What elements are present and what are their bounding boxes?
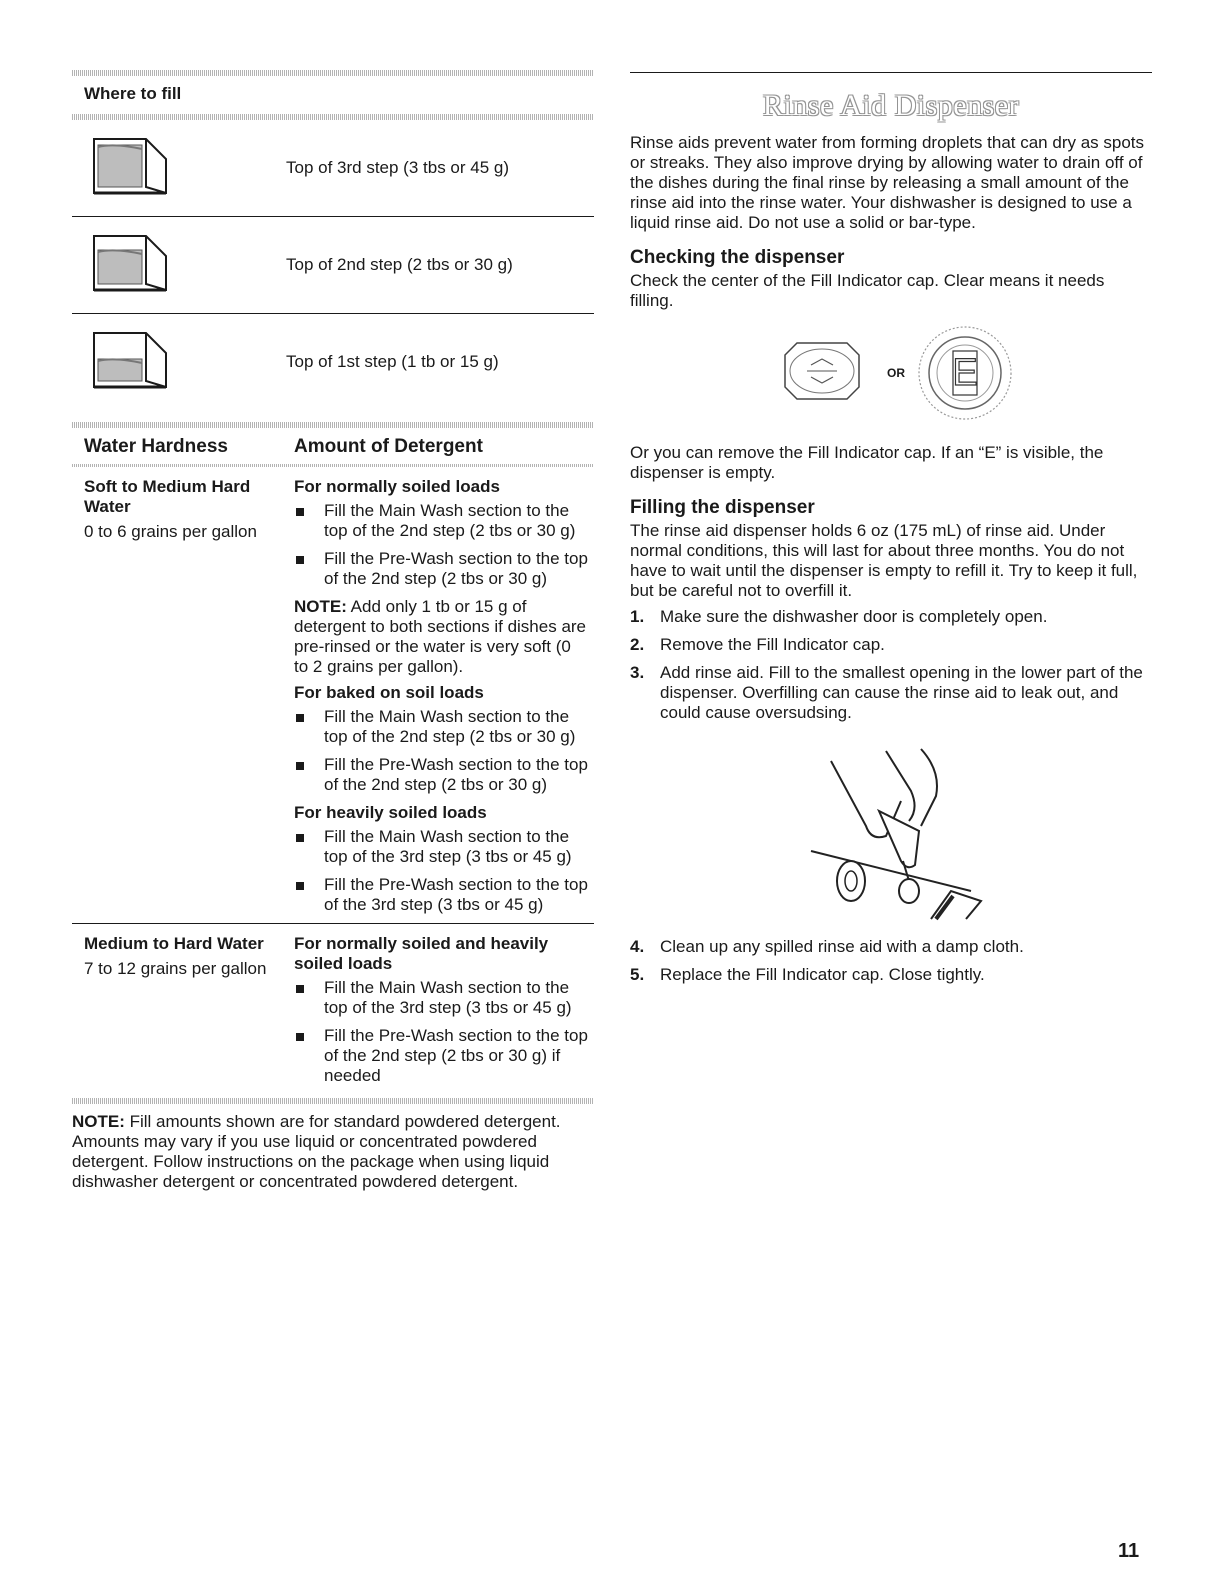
list-item: 5. Replace the Fill Indicator cap. Close tightly. [630,965,985,984]
cap-letter: E [952,352,978,394]
list-item: 4. Clean up any spilled rinse aid with a damp cloth. [630,937,1024,956]
list-item: 1. Make sure the dishwasher door is completely open. [630,607,1048,626]
fill-row-1st-step [72,314,594,410]
baked-loads-label: For baked on soil loads [294,683,484,702]
bullet-icon [294,875,324,915]
bullet-icon [294,707,324,747]
section-rule [630,72,1152,73]
soft-water-title: Soft to Medium Hard Water [84,477,251,516]
checking-text: Check the center of the Fill Indicator cap. Clear means it needs filling. [630,271,1105,310]
where-to-fill-header: Where to fill [84,84,182,103]
after-cap-text: Or you can remove the Fill Indicator cap. If an “E” is visible, the dispenser is empty. [630,443,1104,482]
page-number: 11 [1118,1540,1140,1562]
detergent-column [72,0,594,1209]
list-item: Fill the Main Wash section to the top of the 2nd step (2 tbs or 30 g) [294,501,588,541]
checking-heading: Checking the dispenser [630,247,845,268]
list-item: Fill the Pre-Wash section to the top of the 2nd step (2 tbs or 30 g) [294,549,588,589]
detergent-cup-3rd-step-icon [72,131,190,206]
filling-heading: Filling the dispenser [630,497,815,518]
list-item: Fill the Pre-Wash section to the top of the 2nd step (2 tbs or 30 g) [294,755,588,795]
normal-loads-label: For normally soiled loads [294,477,500,496]
amount-of-detergent-header: Amount of Detergent [294,436,483,457]
list-item: Fill the Pre-Wash section to the top of the 2nd step (2 tbs or 30 g) if needed [294,1026,588,1086]
list-item: Fill the Main Wash section to the top of the 2nd step (2 tbs or 30 g) [294,707,588,747]
detergent-cup-2nd-step-icon [72,228,190,303]
bullet-icon [294,549,324,589]
hard-water-title: Medium to Hard Water [84,934,264,953]
rinse-intro: Rinse aids prevent water from forming droplets that can dry as spots or streaks. They also improve drying by allowing water to drain off of the dishes during the final rinse by releasing a small amount of the rinse aid into the rinse water. Your dishwasher is designed to use a liquid rinse aid. Do not use a solid or bar-type. [630,133,1145,232]
detergent-cup-1st-step-icon [72,325,190,400]
cap-removed-icon [915,323,1015,423]
bullet-icon [294,827,324,867]
bullet-icon [294,978,324,1018]
hard-water-row [72,924,594,1094]
soft-water-range: 0 to 6 grains per gallon [84,522,257,541]
fill-row-3rd-step [72,120,594,216]
list-item: Fill the Pre-Wash section to the top of the 3rd step (3 tbs or 45 g) [294,875,588,915]
fill-amount-text: Top of 2nd step (2 tbs or 30 g) [286,255,513,274]
bullet-icon [294,755,324,795]
soft-water-note: NOTE: Add only 1 tb or 15 g of detergent to both sections if dishes are pre-rinsed or the water is very soft (0 to 2 grains per gallon). [294,597,587,676]
fill-indicator-cap-icon [767,331,877,416]
steps-list-1 [630,607,1152,723]
fill-indicator-figure [630,317,1152,429]
filling-text: The rinse aid dispenser holds 6 oz (175 mL) of rinse aid. Under normal conditions, this will last for about three months. You do not have to wait until the dispenser is empty to refill it. Try to keep it full, but be careful not to overfill it. [630,521,1138,600]
fill-row-2nd-step [72,217,594,313]
section-title: Rinse Aid Dispenser [762,89,1020,122]
table-bottom-divider [72,1098,594,1104]
rinse-aid-column [630,0,1152,993]
hard-loads-label: For normally soiled and heavily soiled loads [294,934,549,973]
adding-rinse-aid-illustration [630,731,1152,931]
list-item: 2. Remove the Fill Indicator cap. [630,635,885,654]
water-hardness-header: Water Hardness [84,436,228,457]
bullet-icon [294,1026,324,1086]
list-item: Fill the Main Wash section to the top of the 3rd step (3 tbs or 45 g) [294,978,588,1018]
list-item: 3. Add rinse aid. Fill to the smallest opening in the lower part of the dispenser. Overfilling can cause the rinse aid to leak out, and could cause oversudsing. [630,663,1143,722]
or-label: OR [887,366,905,380]
fill-amount-text: Top of 3rd step (3 tbs or 45 g) [286,158,510,177]
table-divider [72,422,594,428]
detergent-note: NOTE: Fill amounts shown are for standard powdered detergent. Amounts may vary if you use liquid or concentrated powdered detergent. Follow instructions on the package when using liquid dishwasher detergent or concentrated powdered detergent. [72,1112,561,1191]
fill-amount-text: Top of 1st step (1 tb or 15 g) [286,352,499,371]
bullet-icon [294,501,324,541]
heavy-loads-label: For heavily soiled loads [294,803,487,822]
top-divider [72,70,594,76]
hand-pouring-icon [791,741,991,921]
list-item: Fill the Main Wash section to the top of the 3rd step (3 tbs or 45 g) [294,827,588,867]
hardness-table-header [72,434,594,460]
steps-list-2 [630,937,1152,985]
hard-water-range: 7 to 12 grains per gallon [84,959,267,978]
soft-water-row [72,467,594,923]
